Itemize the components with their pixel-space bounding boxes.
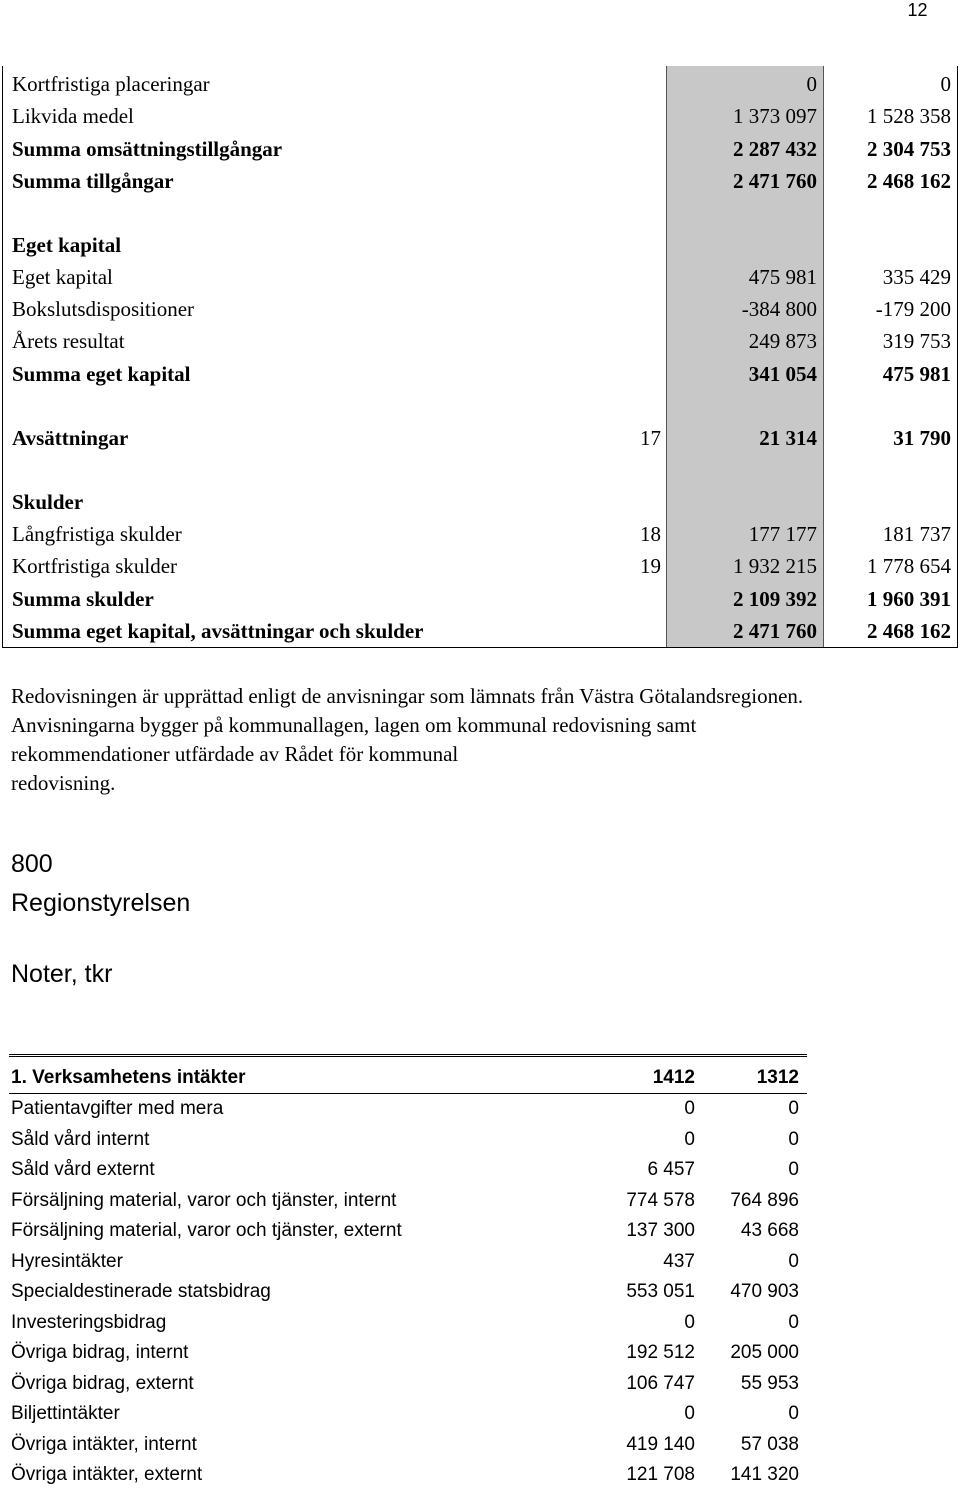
row-label: Bokslutsdispositioner	[12, 297, 195, 321]
row-value-current: 0	[684, 1312, 695, 1333]
row-label: Kortfristiga skulder	[12, 554, 178, 578]
row-value-previous: 2 468 162	[867, 619, 951, 643]
table-row	[3, 615, 959, 647]
row-value-current: -384 800	[741, 297, 817, 321]
section-code-heading: 800	[11, 850, 53, 878]
row-label: Biljettintäkter	[11, 1403, 120, 1424]
table-row	[3, 325, 959, 357]
row-value-current: 2 287 432	[733, 137, 817, 161]
row-value-current: 1 932 215	[733, 554, 817, 578]
accounting-principles-paragraph	[11, 682, 951, 798]
row-value-previous: 2 468 162	[867, 169, 951, 193]
row-label: Övriga intäkter, externt	[11, 1464, 203, 1485]
row-value-previous: 335 429	[882, 265, 951, 289]
row-label: Kortfristiga placeringar	[12, 72, 210, 96]
row-value-previous: 57 038	[740, 1434, 799, 1455]
table-row	[9, 1399, 807, 1429]
paragraph-line: Anvisningarna bygger på kommunallagen, lagen om kommunal redovisning samt	[11, 713, 697, 737]
row-label: Övriga intäkter, internt	[11, 1434, 197, 1455]
table-row	[3, 100, 959, 132]
row-label: Summa eget kapital, avsättningar och skulder	[12, 619, 424, 643]
row-label: Såld vård externt	[11, 1159, 155, 1180]
row-value-current: 0	[684, 1129, 695, 1150]
table-row	[9, 1155, 807, 1185]
table-row	[9, 1125, 807, 1155]
table-row	[9, 1247, 807, 1277]
row-label: Årets resultat	[12, 329, 125, 353]
row-label: Eget kapital	[12, 265, 113, 289]
table-row	[9, 1460, 807, 1490]
table-row	[3, 422, 959, 454]
table-row	[9, 1430, 807, 1460]
row-label: Likvida medel	[12, 104, 134, 128]
row-value-previous: 1 960 391	[867, 587, 951, 611]
row-label: Summa eget kapital	[12, 362, 191, 386]
row-value-previous: 470 903	[730, 1281, 799, 1302]
row-value-current: 0	[684, 1098, 695, 1119]
row-value-current: 475 981	[748, 265, 817, 289]
section-name-heading: Regionstyrelsen	[11, 889, 191, 917]
table-row	[3, 358, 959, 390]
row-label: Patientavgifter med mera	[11, 1098, 224, 1119]
row-note: 17	[640, 426, 661, 450]
row-value-current: 6 457	[647, 1159, 695, 1180]
row-value-current: 0	[684, 1403, 695, 1424]
row-value-previous: 205 000	[730, 1342, 799, 1363]
row-value-previous: 31 790	[893, 426, 951, 450]
table-row	[3, 550, 959, 582]
row-value-current: 0	[806, 72, 817, 96]
row-value-current: 249 873	[748, 329, 817, 353]
notes-heading: Noter, tkr	[11, 960, 113, 988]
row-value-current: 553 051	[626, 1281, 695, 1302]
table-row	[9, 1186, 807, 1216]
row-label: Summa skulder	[12, 587, 154, 611]
row-value-current: 137 300	[626, 1220, 695, 1241]
row-label: Långfristiga skulder	[12, 522, 182, 546]
row-value-previous: 319 753	[882, 329, 951, 353]
row-value-previous: 0	[788, 1129, 799, 1150]
table-row	[3, 518, 959, 550]
row-label: Övriga bidrag, externt	[11, 1373, 194, 1394]
row-value-previous: 0	[788, 1312, 799, 1333]
table-row	[9, 1094, 807, 1124]
row-value-previous: 0	[788, 1159, 799, 1180]
row-value-current: 774 578	[626, 1190, 695, 1211]
table-row	[9, 1369, 807, 1399]
row-value-previous: 1 528 358	[867, 104, 951, 128]
header-label: 1. Verksamhetens intäkter	[11, 1067, 246, 1088]
row-label: Försäljning material, varor och tjänster, internt	[11, 1190, 397, 1211]
table-row	[3, 68, 959, 100]
table-row	[9, 1216, 807, 1246]
row-note: 18	[640, 522, 661, 546]
row-value-current: 1 373 097	[733, 104, 817, 128]
header-value-previous: 1312	[756, 1067, 799, 1088]
row-value-previous: 0	[788, 1251, 799, 1272]
notes-table-header	[9, 1063, 807, 1094]
row-label: Avsättningar	[12, 426, 129, 450]
row-label: Hyresintäkter	[11, 1251, 123, 1272]
row-label: Summa tillgångar	[12, 169, 174, 193]
section-heading	[3, 486, 959, 518]
row-value-previous: 0	[940, 72, 951, 96]
row-label: Övriga bidrag, internt	[11, 1342, 189, 1363]
row-value-current: 177 177	[748, 522, 817, 546]
row-value-current: 106 747	[626, 1373, 695, 1394]
header-value-current: 1412	[652, 1067, 695, 1088]
row-value-current: 419 140	[626, 1434, 695, 1455]
row-label: Såld vård internt	[11, 1129, 150, 1150]
row-value-previous: 43 668	[740, 1220, 799, 1241]
row-value-previous: 1 778 654	[867, 554, 951, 578]
row-value-previous: 764 896	[730, 1190, 799, 1211]
row-value-previous: 0	[788, 1403, 799, 1424]
row-label: Investeringsbidrag	[11, 1312, 167, 1333]
row-value-current: 2 109 392	[733, 587, 817, 611]
row-value-previous: 0	[788, 1098, 799, 1119]
row-value-current: 21 314	[759, 426, 817, 450]
row-value-current: 2 471 760	[733, 169, 817, 193]
row-value-current: 2 471 760	[733, 619, 817, 643]
row-value-previous: 2 304 753	[867, 137, 951, 161]
row-value-current: 192 512	[626, 1342, 695, 1363]
row-value-current: 341 054	[748, 362, 817, 386]
table-row	[9, 1308, 807, 1338]
row-label: Specialdestinerade statsbidrag	[11, 1281, 271, 1302]
table-row	[3, 165, 959, 197]
paragraph-line: Redovisningen är upprättad enligt de anvisningar som lämnats från Västra Götalandsregionen.	[11, 684, 804, 708]
row-value-previous: 181 737	[882, 522, 951, 546]
row-value-current: 121 708	[626, 1464, 695, 1485]
row-value-previous: -179 200	[875, 297, 951, 321]
table-row	[3, 583, 959, 615]
table-row	[3, 261, 959, 293]
table-row	[9, 1338, 807, 1368]
row-label: Eget kapital	[12, 233, 122, 257]
table-row	[3, 293, 959, 325]
row-note: 19	[640, 554, 661, 578]
row-value-current: 437	[663, 1251, 695, 1272]
row-label: Skulder	[12, 490, 84, 514]
row-label: Summa omsättningstillgångar	[12, 137, 283, 161]
section-heading	[3, 229, 959, 261]
table-row	[3, 133, 959, 165]
top-double-rule	[9, 1054, 807, 1057]
row-value-previous: 55 953	[740, 1373, 799, 1394]
balance-sheet-table	[2, 66, 958, 648]
row-value-previous: 141 320	[730, 1464, 799, 1485]
row-label: Försäljning material, varor och tjänster, externt	[11, 1220, 402, 1241]
paragraph-line: rekommendationer utfärdade av Rådet för kommunal	[11, 742, 459, 766]
page-number: 12	[907, 0, 928, 20]
row-value-previous: 475 981	[882, 362, 951, 386]
paragraph-line: redovisning.	[11, 771, 116, 795]
table-row	[9, 1277, 807, 1307]
